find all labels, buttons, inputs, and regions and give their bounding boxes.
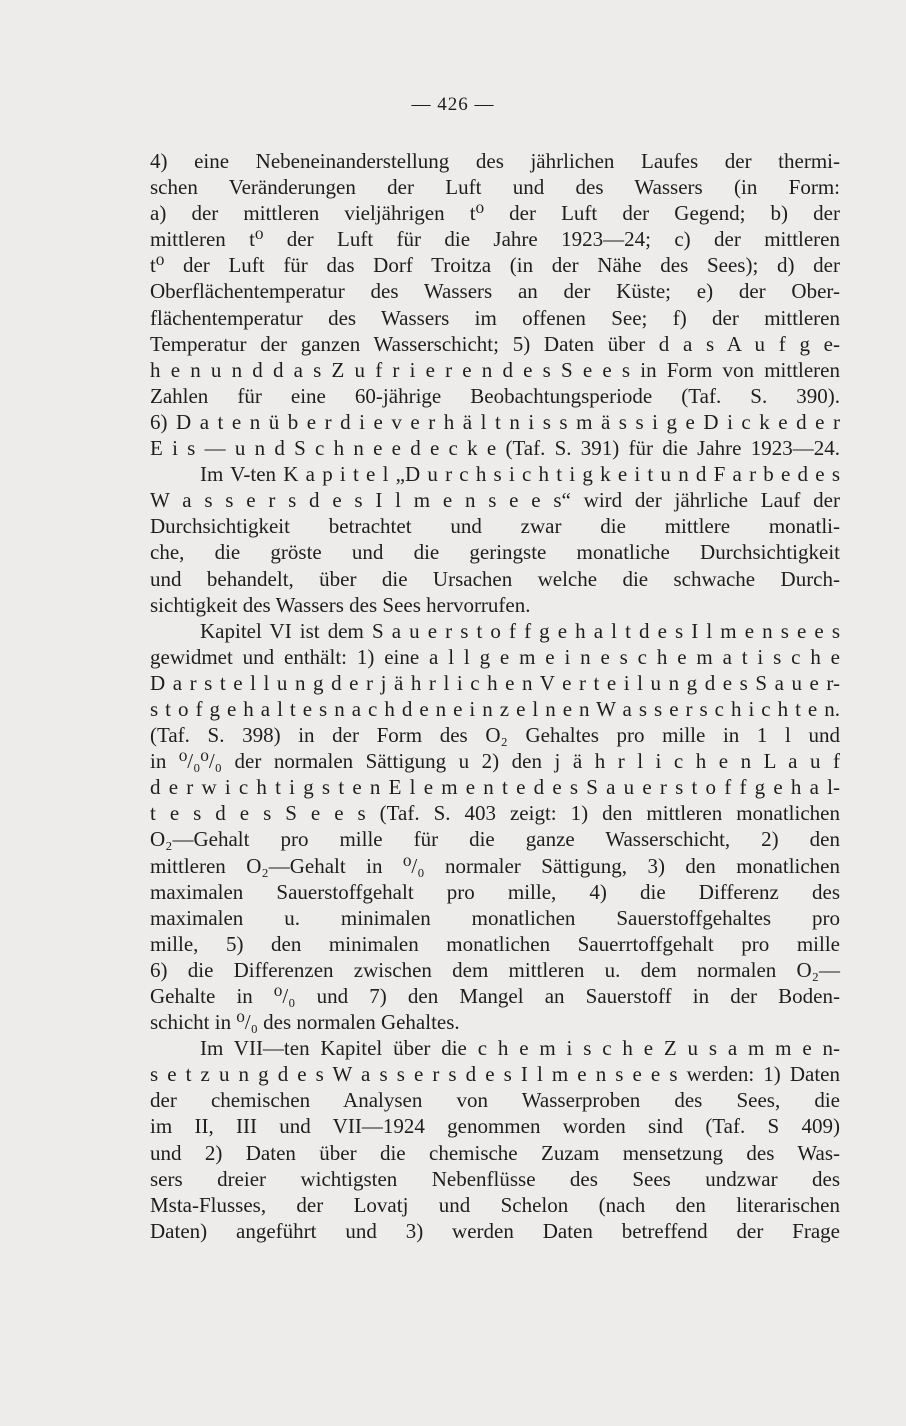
text-line: Durchsichtigkeit betrachtet und zwar die mittlere monatli- (150, 514, 840, 539)
text-line: s e t z u n g d e s W a s s e r s d e s I l m e n s e e s werden: 1) Daten (150, 1062, 840, 1087)
text-line: E i s — u n d S c h n e e d e c k e (Taf. S. 391) für die Jahre 1923—24. (150, 436, 840, 461)
text-line: t e s d e s S e e s (Taf. S. 403 zeigt: 1) den mittleren monatlichen (150, 801, 840, 826)
text-line: Oberflächentemperatur des Wassers an der Küste; e) der Ober- (150, 279, 840, 304)
text-line: Temperatur der ganzen Wasserschicht; 5) Daten über d a s A u f g e- (150, 331, 840, 356)
body-text (150, 148, 840, 1244)
text-line: mille, 5) den minimalen monatlichen Sauerrtoffgehalt pro mille (150, 931, 840, 956)
text-line: D a r s t e l l u n g d e r j ä h r l i c h e n V e r t e i l u n g d e s S a u e r- (150, 670, 840, 695)
text-line: Gehalte in ⁰/₀ und 7) den Mangel an Sauerstoff in der Boden- (150, 984, 840, 1008)
text-line: che, die gröste und die geringste monatliche Durchsichtigkeit (150, 540, 840, 565)
text-line: Zahlen für eine 60-jährige Beobachtungsperiode (Taf. S. 390). (150, 383, 840, 408)
text-line: a) der mittleren vieljährigen t⁰ der Luft der Gegend; b) der (150, 201, 840, 226)
text-line: s t o f g e h a l t e s n a c h d e n e i n z e l n e n W a s s e r s c h i c h t e n. (150, 696, 840, 721)
text-line: sers dreier wichtigsten Nebenflüsse des Sees undzwar des (150, 1166, 840, 1191)
text-line: d e r w i c h t i g s t e n E l e m e n t e d e s S a u e r s t o f f g e h a l- (150, 775, 840, 800)
text-line: O₂—Gehalt pro mille für die ganze Wasserschicht, 2) den (150, 827, 840, 852)
text-line: (Taf. S. 398) in der Form des O₂ Gehaltes pro mille in 1 l und (150, 723, 840, 748)
text-line: h e n u n d d a s Z u f r i e r e n d e s S e e s in Form von mittleren (150, 357, 840, 382)
text-line: 4) eine Nebeneinanderstellung des jährlichen Laufes der thermi- (150, 149, 840, 173)
text-line: Kapitel VI ist dem S a u e r s t o f f g e h a l t d e s I l m e n s e e s (200, 618, 840, 643)
text-line: Daten) angeführt und 3) werden Daten betreffend der Frage (150, 1218, 840, 1243)
text-line: mittleren t⁰ der Luft für die Jahre 1923—24; c) der mittleren (150, 227, 840, 252)
page-number: — 426 — (411, 94, 495, 115)
text-line: sichtigkeit des Wassers des Sees hervorrufen. (150, 592, 531, 617)
text-line: mittleren O₂—Gehalt in ⁰/₀ normaler Sättigung, 3) den monatlichen (150, 853, 840, 878)
text-line: maximalen u. minimalen monatlichen Sauerstoffgehaltes pro (150, 905, 840, 930)
text-line: der chemischen Analysen von Wasserproben des Sees, die (150, 1088, 840, 1113)
text-line: Im VII—ten Kapitel über die c h e m i s c h e Z u s a m m e n- (200, 1036, 840, 1061)
text-line: 6) D a t e n ü b e r d i e v e r h ä l t n i s s m ä s s i g e D i c k e d e r (150, 409, 840, 434)
text-line: Msta-Flusses, der Lovatj und Schelon (nach den literarischen (150, 1192, 840, 1217)
text-line: t⁰ der Luft für das Dorf Troitza (in der Nähe des Sees); d) der (150, 253, 840, 278)
text-line: im II, III und VII—1924 genommen worden sind (Taf. S 409) (150, 1114, 840, 1139)
text-line: Im V-ten K a p i t e l „D u r c h s i c h t i g k e i t u n d F a r b e d e s (200, 462, 840, 487)
text-line: maximalen Sauerstoffgehalt pro mille, 4) die Differenz des (150, 879, 840, 904)
text-line: in ⁰/₀⁰/₀ der normalen Sättigung u 2) den j ä h r l i c h e n L a u f (150, 749, 840, 774)
text-line: W a s s e r s d e s I l m e n s e e s“ wird der jährliche Lauf der (150, 488, 840, 513)
text-line: gewidmet und enthält: 1) eine a l l g e m e i n e s c h e m a t i s c h e (150, 644, 840, 669)
text-line: 6) die Differenzen zwischen dem mittleren u. dem normalen O₂— (150, 957, 840, 982)
text-line: und behandelt, über die Ursachen welche die schwache Durch- (150, 566, 840, 591)
text-line: schicht in ⁰/₀ des normalen Gehaltes. (150, 1010, 460, 1035)
text-line: schen Veränderungen der Luft und des Wassers (in Form: (150, 175, 840, 200)
text-line: flächentemperatur des Wassers im offenen See; f) der mittleren (150, 305, 840, 330)
text-line: und 2) Daten über die chemische Zuzam mensetzung des Was- (150, 1140, 840, 1165)
